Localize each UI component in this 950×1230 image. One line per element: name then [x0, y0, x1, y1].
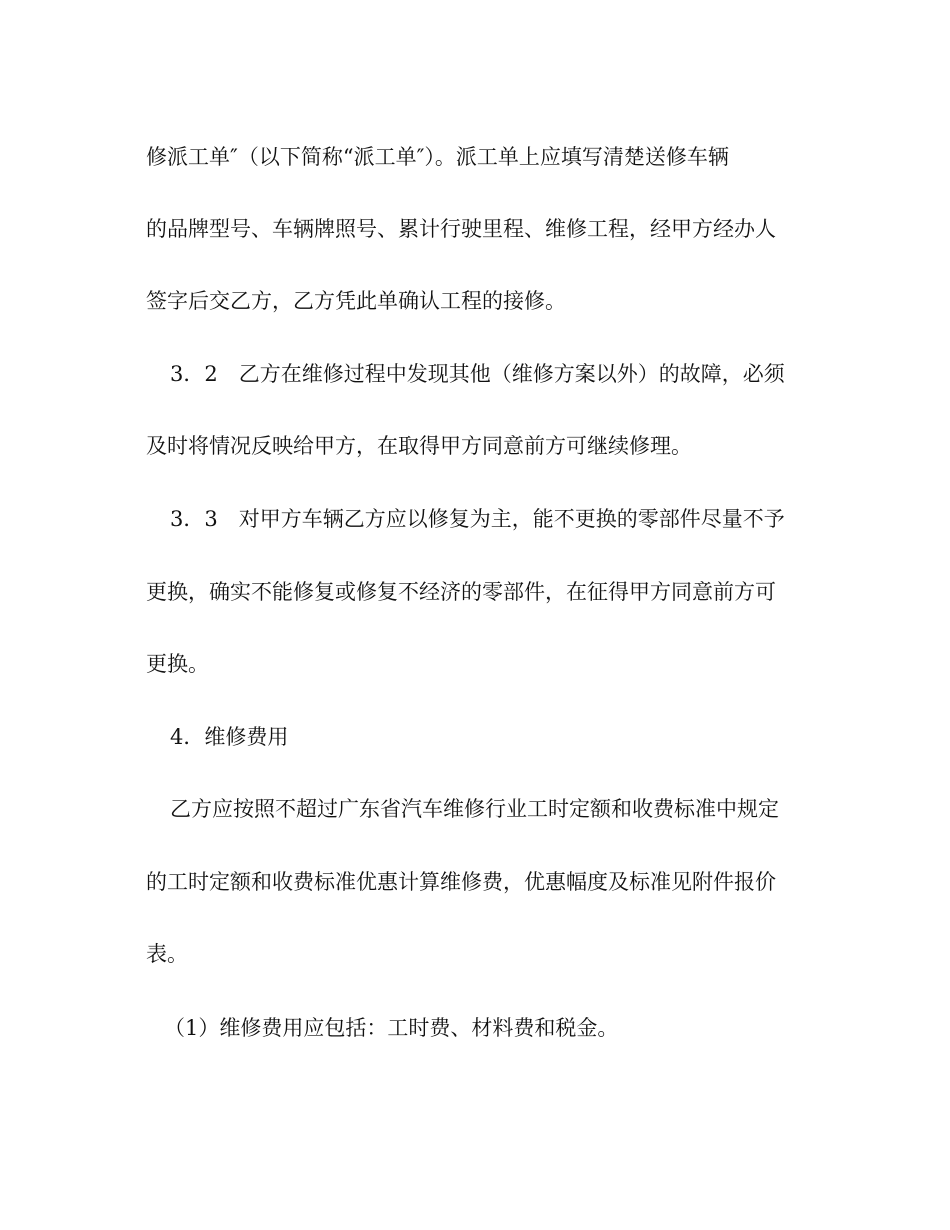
- text-line: 的品牌型号、车辆牌照号、累计行驶里程、维修工程，经甲方经办人: [146, 217, 776, 241]
- text-line: 签字后交乙方，乙方凭此单确认工程的接修。: [146, 289, 566, 313]
- text-line: 修派工单″（以下简称“派工单″）。派工单上应填写清楚送修车辆: [146, 145, 729, 169]
- text-line: 表。: [146, 942, 188, 966]
- text-line: 的工时定额和收费标准优惠计算维修费，优惠幅度及标准见附件报价: [146, 870, 776, 894]
- clause-3-2-line: 3．2 乙方在维修过程中发现其他（维修方案以外）的故障，必须: [170, 362, 785, 386]
- section-heading: 4．维修费用: [170, 725, 289, 749]
- text-line: 及时将情况反映给甲方，在取得甲方同意前方可继续修理。: [146, 434, 692, 458]
- text-line: 更换。: [146, 652, 209, 676]
- list-item-1: （1）维修费用应包括：工时费、材料费和税金。: [164, 1016, 619, 1040]
- text-line: 乙方应按照不超过广东省汽车维修行业工时定额和收费标准中规定: [170, 797, 779, 821]
- text-line: 更换，确实不能修复或修复不经济的零部件，在征得甲方同意前方可: [146, 580, 776, 604]
- clause-3-3-line: 3．3 对甲方车辆乙方应以修复为主，能不更换的零部件尽量不予: [170, 507, 785, 531]
